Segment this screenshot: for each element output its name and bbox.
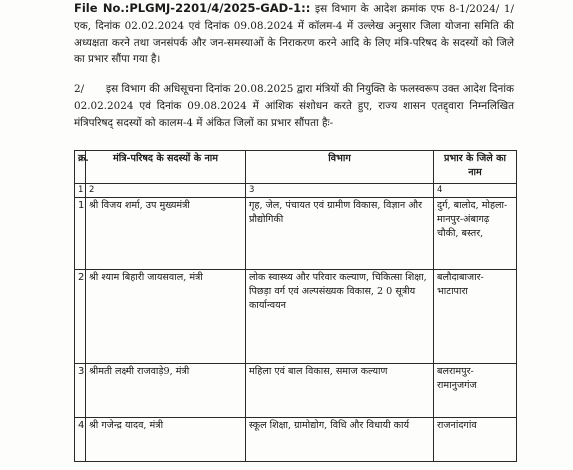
- member-name: श्री गजेन्द्र यादव, मंत्री: [86, 418, 246, 462]
- department: लोक स्वास्थ्य और परिवार कल्याण, चिकित्सा शिक्षा, पिछड़ा वर्ग एवं अल्पसंख्यक विकास, 2 0 सूत्रीय कार्यान्वयन: [246, 270, 434, 364]
- serial-number: 4: [75, 418, 86, 462]
- header-department: विभाग: [246, 151, 434, 184]
- table-row: [75, 270, 517, 364]
- district: बलरामपुर-रामानुजगंज: [434, 364, 517, 418]
- table-row: [75, 418, 517, 462]
- member-name: श्री श्याम बिहारी जायसवाल, मंत्री: [86, 270, 246, 364]
- order-paragraph-1: [74, 0, 514, 68]
- column-number: 2: [86, 184, 246, 198]
- paragraph-1-text: इस विभाग के आदेश क्रमांक एफ 8-1/2024/ 1/एक, दिनांक 02.02.2024 एवं दिनांक 09.08.2024 में कॉलम-4 में उल्लेख अनुसार जिला योजना समिति की अध्यक्षता करने तथा जनसंपर्क और जन-समस्याओं के निराकरण करने आदि के लिए मंत्रि-परिषद के सदस्यों को जिले का प्रभार सौंपा गया है।: [74, 3, 514, 66]
- member-name: श्रीमती लक्ष्मी राजवाड़े9, मंत्री: [86, 364, 246, 418]
- column-number-row: [75, 184, 517, 198]
- department: स्कूल शिक्षा, ग्रामोद्योग, विधि और विधायी कार्य: [246, 418, 434, 462]
- column-number: 1: [75, 184, 86, 198]
- column-number: 4: [434, 184, 517, 198]
- table-header-row: [75, 151, 517, 184]
- department: महिला एवं बाल विकास, समाज कल्याण: [246, 364, 434, 418]
- district: बलौदाबाजार-भाटापारा: [434, 270, 517, 364]
- table-row: [75, 364, 517, 418]
- serial-number: 1: [75, 198, 86, 270]
- order-paragraph-2: [74, 81, 514, 131]
- column-number: 3: [246, 184, 434, 198]
- serial-number: 2: [75, 270, 86, 364]
- district: दुर्ग, बालोद, मोहला-मानपुर-अंबागढ़ चौकी, बस्तर,: [434, 198, 517, 270]
- member-name: श्री विजय शर्मा, उप मुख्यमंत्री: [86, 198, 246, 270]
- paragraph-number: 2/: [74, 83, 85, 95]
- file-reference: File No.:PLGMJ-2201/4/2025-GAD-1::: [74, 1, 311, 15]
- district: राजनांदगांव: [434, 418, 517, 462]
- header-member-name: मंत्रि-परिषद के सदस्यों के नाम: [86, 151, 246, 184]
- minister-district-table: [74, 150, 517, 462]
- paragraph-2-text: इस विभाग की अधिसूचना दिनांक 20.08.2025 द्वारा मंत्रियों की नियुक्ति के फलस्वरूप उक्त आदेश दिनांक 02.02.2024 एवं दिनांक 09.08.2024 में आंशिक संशोधन करते हुए, राज्य शासन एतद्द्वारा निम्नलिखित मंत्रिपरिषद् सदस्यों को कालम-4 में अंकित जिलों का प्रभार सौंपता हैः-: [74, 83, 514, 129]
- header-district: प्रभार के जिले का नाम: [434, 151, 517, 184]
- header-serial: क्र.: [75, 151, 86, 184]
- serial-number: 3: [75, 364, 86, 418]
- department: गृह, जेल, पंचायत एवं ग्रामीण विकास, विज्ञान और प्रौद्योगिकी: [246, 198, 434, 270]
- table-row: [75, 198, 517, 270]
